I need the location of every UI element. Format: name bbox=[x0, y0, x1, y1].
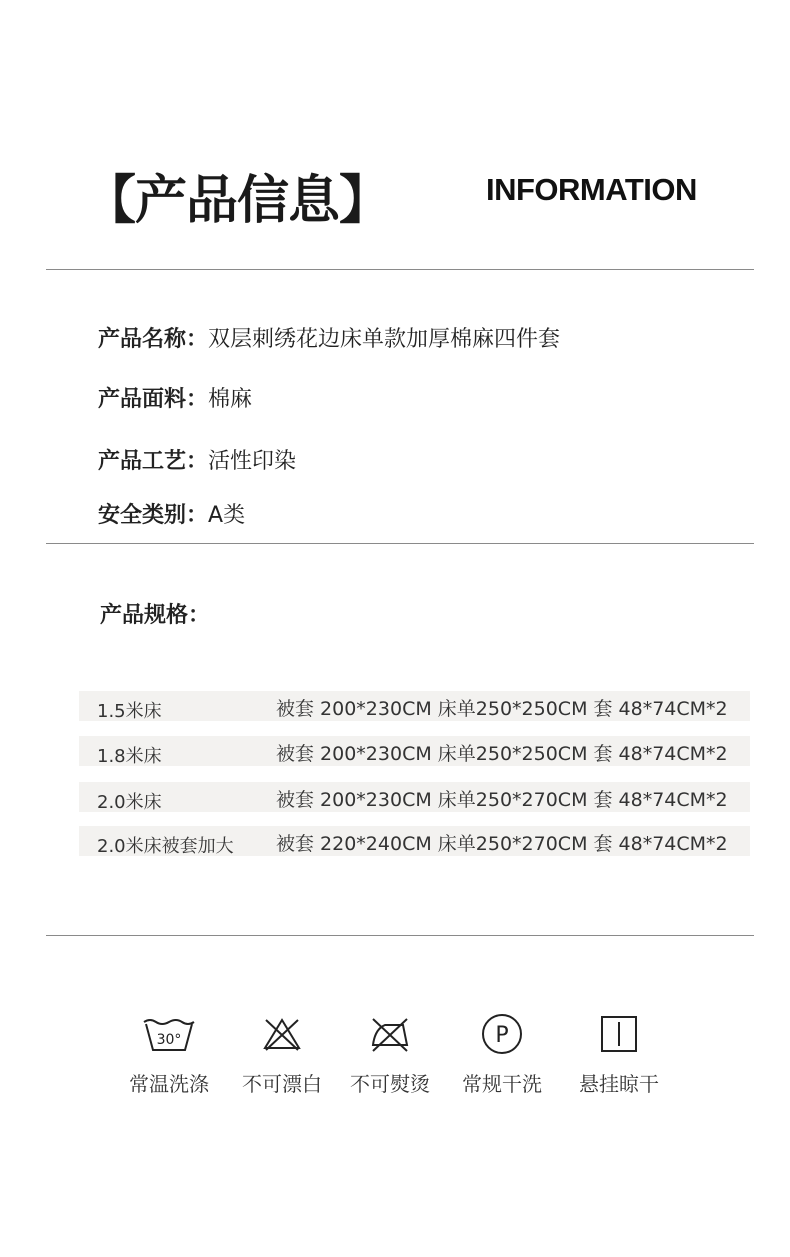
wash-30-icon bbox=[114, 1012, 224, 1056]
professional-dry-clean-icon bbox=[447, 1012, 557, 1056]
care-item bbox=[564, 1012, 674, 1097]
spec-size: 1.5米床 bbox=[97, 701, 162, 722]
info-value: 棉麻 bbox=[208, 387, 253, 412]
care-label: 常温洗涤 bbox=[129, 1072, 209, 1096]
no-bleach-icon bbox=[227, 1012, 337, 1056]
care-item bbox=[227, 1012, 337, 1097]
info-value: 活性印染 bbox=[208, 449, 297, 474]
info-value: A类 bbox=[208, 503, 246, 528]
wash-temp: 30° bbox=[156, 1032, 182, 1048]
info-key: 产品工艺： bbox=[98, 449, 209, 474]
spec-row bbox=[79, 736, 750, 766]
spec-size: 2.0米床被套加大 bbox=[97, 836, 234, 857]
info-key: 产品名称： bbox=[98, 327, 209, 352]
info-product-name bbox=[98, 322, 560, 353]
page-title: 【产品信息】 bbox=[84, 171, 391, 231]
info-fabric bbox=[98, 382, 252, 413]
info-key: 安全类别： bbox=[98, 503, 209, 528]
divider bbox=[46, 935, 754, 936]
info-safety bbox=[98, 498, 245, 529]
spec-size: 1.8米床 bbox=[97, 746, 162, 767]
spec-title: 产品规格： bbox=[100, 603, 211, 628]
spec-row bbox=[79, 826, 750, 856]
care-item bbox=[114, 1012, 224, 1097]
divider bbox=[46, 543, 754, 544]
care-label: 悬挂晾干 bbox=[579, 1072, 659, 1096]
hang-dry-icon bbox=[564, 1012, 674, 1056]
spec-dims: 被套 200*230CM 床单250*270CM 套 48*74CM*2 bbox=[276, 789, 728, 811]
info-value: 双层刺绣花边床单款加厚棉麻四件套 bbox=[208, 327, 561, 352]
care-item bbox=[335, 1012, 445, 1097]
care-label: 常规干洗 bbox=[462, 1072, 542, 1096]
spec-row bbox=[79, 691, 750, 721]
page-title-en: INFORMATION bbox=[486, 172, 697, 207]
care-label: 不可熨烫 bbox=[350, 1072, 430, 1096]
spec-dims: 被套 220*240CM 床单250*270CM 套 48*74CM*2 bbox=[276, 833, 728, 855]
dry-clean-letter: P bbox=[495, 1023, 509, 1048]
spec-dims: 被套 200*230CM 床单250*250CM 套 48*74CM*2 bbox=[276, 743, 728, 765]
spec-row bbox=[79, 782, 750, 812]
divider bbox=[46, 269, 754, 270]
no-iron-icon bbox=[335, 1012, 445, 1056]
info-key: 产品面料： bbox=[98, 387, 209, 412]
care-label: 不可漂白 bbox=[242, 1072, 322, 1096]
info-craft bbox=[98, 444, 296, 475]
spec-size: 2.0米床 bbox=[97, 792, 162, 813]
spec-dims: 被套 200*230CM 床单250*250CM 套 48*74CM*2 bbox=[276, 698, 728, 720]
care-item bbox=[447, 1012, 557, 1097]
